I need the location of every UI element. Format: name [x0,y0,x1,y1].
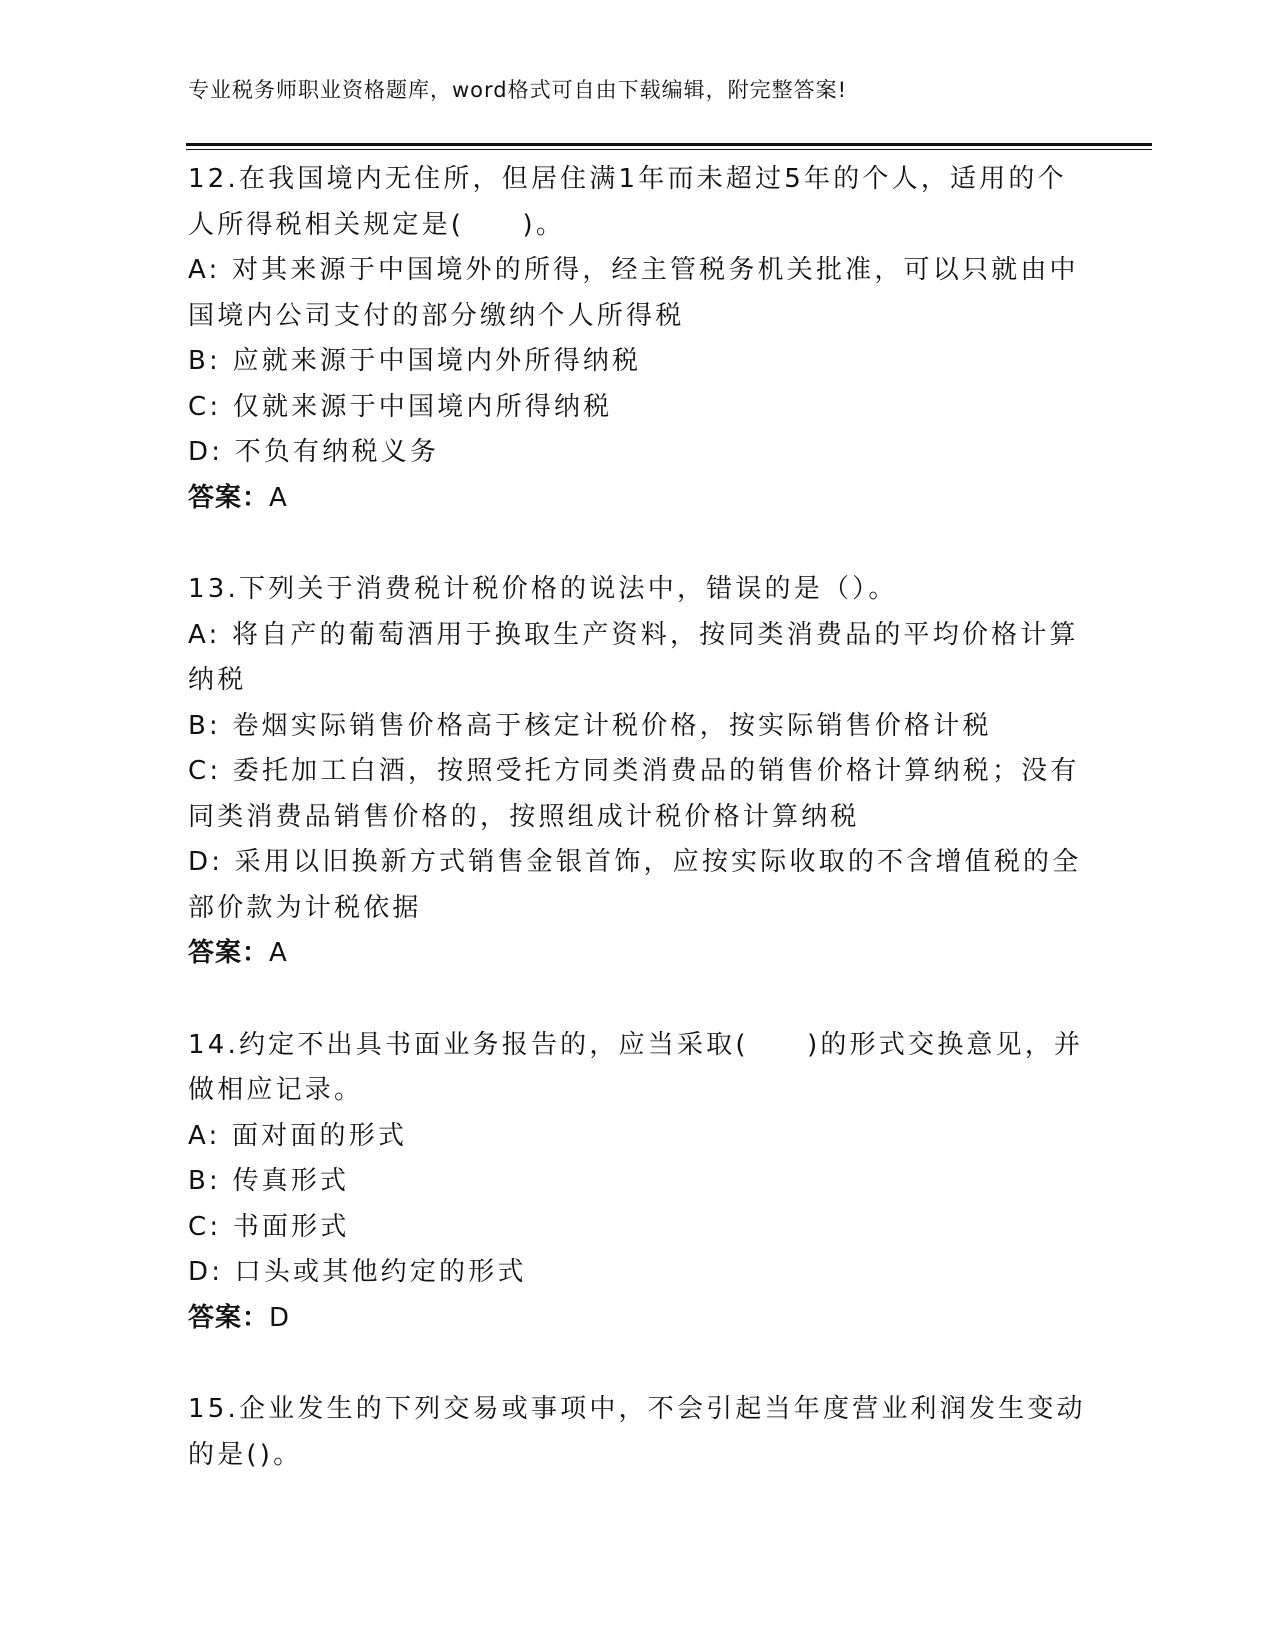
page-header: 专业税务师职业资格题库，word格式可自由下载编辑，附完整答案! [188,78,848,102]
option-c-continued: 同类消费品销售价格的，按照组成计税价格计算纳税 [188,801,860,832]
answer-line [188,1296,1088,1342]
answer-label: 答案： [188,938,270,968]
question-15 [188,1387,1088,1478]
option-b: B: 卷烟实际销售价格高于核定计税价格，按实际销售价格计税 [188,710,992,741]
option-b: B: 传真形式 [188,1166,350,1196]
option-a: A: 面对面的形式 [188,1120,408,1151]
question-stem-line: 14.约定不出具书面业务报告的，应当采取( )的形式交换意见，并 [188,1029,1084,1060]
answer-value: A [269,482,288,513]
question-14 [188,1023,1088,1342]
option-a-continued: 纳税 [188,665,247,695]
question-stem-line: 13.下列关于消费税计税价格的说法中，错误的是（）。 [188,574,898,604]
answer-label: 答案： [188,1302,270,1333]
answer-line [188,476,1088,522]
header-rule-thin [186,149,1152,150]
option-c: C: 书面形式 [188,1211,350,1242]
option-b: B: 应就来源于中国境内外所得纳税 [188,346,642,376]
question-stem-line: 的是()。 [188,1439,303,1470]
option-c: C: 委托加工白酒，按照受托方同类消费品的销售价格计算纳税；没有 [188,756,1080,786]
option-d-continued: 部价款为计税依据 [188,892,422,923]
question-stem-line: 12.在我国境内无住所，但居住满1年而未超过5年的个人，适用的个 [188,164,1067,194]
answer-value: A [269,938,288,968]
option-d: D: 不负有纳税义务 [188,437,440,467]
header-rule-thick [186,143,1152,146]
answer-label: 答案： [188,482,270,513]
option-a-continued: 国境内公司支付的部分缴纳个人所得税 [188,300,685,331]
question-list [188,157,1088,1524]
option-d: D: 口头或其他约定的形式 [188,1257,527,1287]
answer-line [188,931,1088,977]
question-13 [188,567,1088,977]
question-stem-line: 15.企业发生的下列交易或事项中，不会引起当年度营业利润发生变动 [188,1394,1086,1424]
question-stem-line: 人所得税相关规定是( )。 [188,209,566,240]
answer-value: D [269,1302,291,1333]
question-12 [188,157,1088,521]
question-stem-line: 做相应记录。 [188,1075,364,1105]
option-a: A: 对其来源于中国境外的所得，经主管税务机关批准，可以只就由中 [188,255,1079,285]
option-c: C: 仅就来源于中国境内所得纳税 [188,391,613,422]
option-d: D: 采用以旧换新方式销售金银首饰，应按实际收取的不含增值税的全 [188,847,1082,877]
option-a: A: 将自产的葡萄酒用于换取生产资料，按同类消费品的平均价格计算 [188,619,1079,650]
